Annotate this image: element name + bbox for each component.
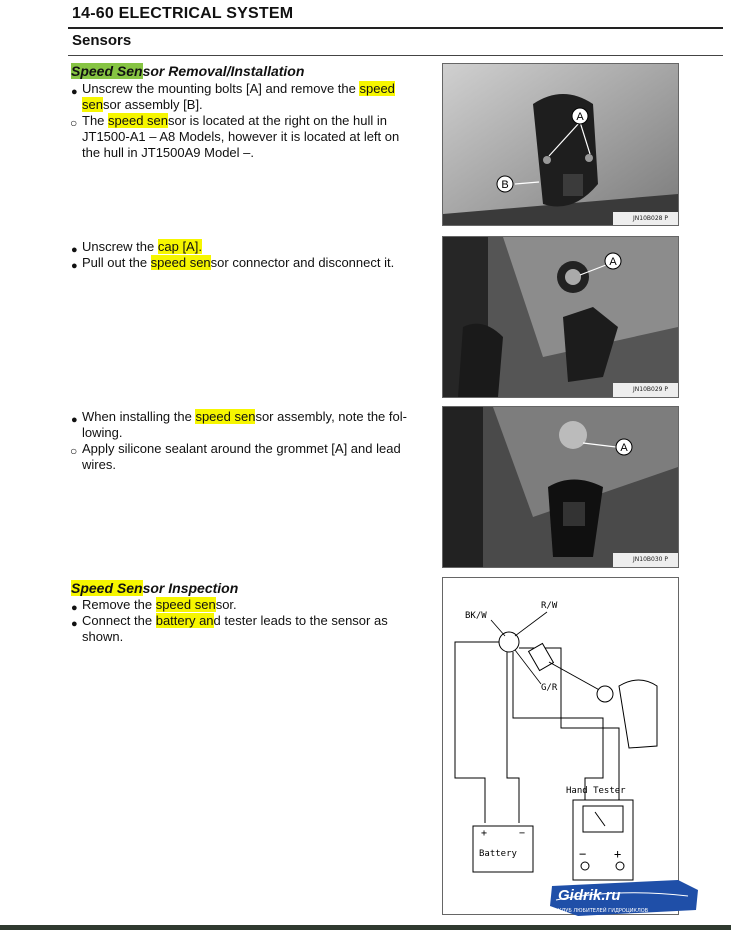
speed-sensor-mount-photo [442,63,679,226]
photo-code: JN10B028 P [633,215,668,222]
photo-illustration [443,64,678,225]
section-heading: Sensors [72,32,132,49]
note-line: Apply silicone sealant around the grommet [A] and lead [82,441,401,456]
bkw-label: BK/W [465,611,487,621]
circle-bullet-icon: ○ [70,116,78,130]
tester-minus-icon: − [579,847,587,861]
photo-code: JN10B030 P [633,556,668,563]
bottom-border [0,925,731,930]
title-rest: sor Inspection [142,580,239,596]
battery-plus-icon: + [481,828,488,839]
note-line: the hull in JT1500A9 Model –. [82,145,254,160]
step-line: Connect the battery and tester leads to the sensor as [82,613,388,628]
label-a: A [576,111,584,123]
grommet-sealant-photo [442,406,679,568]
circle-bullet-icon: ○ [70,444,78,458]
sensor-connector-photo [442,236,679,398]
step-line: Remove the speed sensor. [82,597,237,612]
photo-illustration [443,237,678,397]
label-a: A [620,442,628,454]
photo-code: JN10B029 P [633,386,668,393]
step-line: lowing. [82,425,123,440]
step-line: shown. [82,629,124,644]
logo-tagline: КЛУБ ЛЮБИТЕЛЕЙ ГИДРОЦИКЛОВ [558,908,649,914]
header-divider [68,27,723,29]
title-rest: sor Removal/Installation [142,63,305,79]
subheader-divider [68,55,723,56]
wiring-diagram [442,577,679,915]
tester-plus-icon: + [614,847,622,861]
gr-label: G/R [541,683,558,693]
step-line: Unscrew the mounting bolts [A] and remove the speed [82,81,395,96]
step-line: When installing the speed sensor assembly, note the fol- [82,409,407,424]
inspection-title [71,580,238,596]
hand-tester-label: Hand Tester [566,786,626,796]
title-highlight: Speed Sen [71,63,143,79]
bullet-icon: ● [71,602,78,614]
bullet-icon: ● [71,86,78,98]
step-line: Unscrew the cap [A]. [82,239,202,254]
removal-installation-title [71,63,304,79]
label-a: A [609,256,617,268]
bullet-icon: ● [71,414,78,426]
battery-minus-icon: − [519,828,526,839]
bullet-icon: ● [71,244,78,256]
logo-brand: Gidrik.ru [558,887,621,904]
label-b: B [501,179,509,191]
battery-label: Battery [479,849,517,859]
diagram-svg [443,578,678,914]
note-line: The speed sensor is located at the right on the hull in [82,113,387,128]
logo-graphic [548,876,700,922]
photo-illustration [443,407,678,567]
note-line: wires. [82,457,116,472]
title-highlight: Speed Sen [71,580,143,596]
step-line: sensor assembly [B]. [82,97,203,112]
page-title: 14-60 ELECTRICAL SYSTEM [72,5,294,22]
bullet-icon: ● [71,260,78,272]
gidrik-logo [548,876,700,922]
step-line: Pull out the speed sensor connector and disconnect it. [82,255,395,270]
rw-label: R/W [541,601,558,611]
bullet-icon: ● [71,618,78,630]
note-line: JT1500-A1 – A8 Models, however it is located at left on [82,129,400,144]
